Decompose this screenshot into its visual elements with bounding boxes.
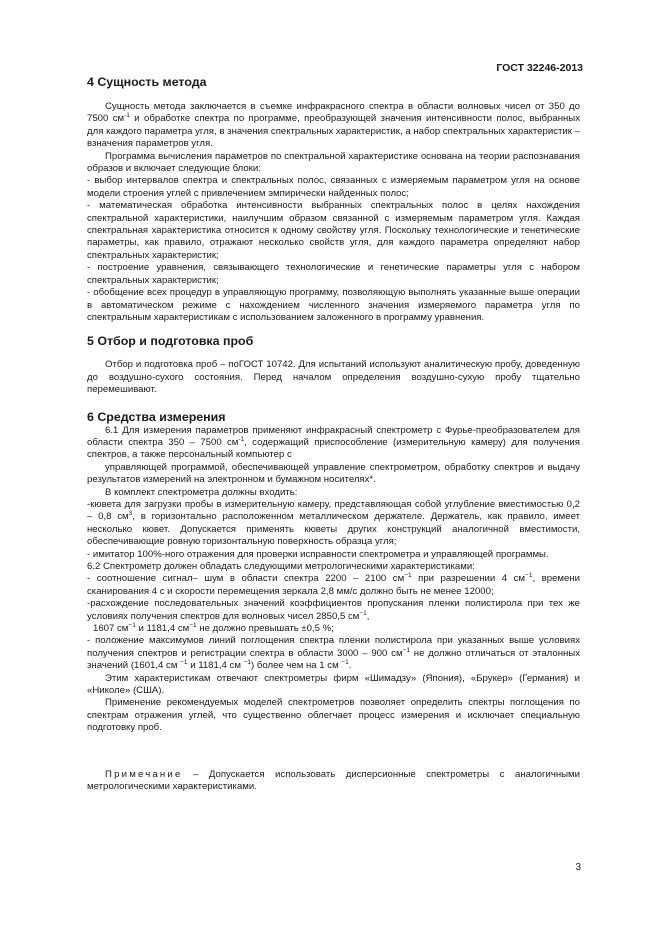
note-text: – Допускается использовать дисперсионные спектрометры с аналогичными метрологическими характеристиками. (87, 768, 580, 793)
s6-paragraph-6-2: 6.2 Спектрометр должен обладать следующими метрологическими характеристиками: (87, 561, 475, 572)
s6-m4-text-e: . (348, 660, 352, 672)
s6-p61-text-a: 6.1 Для измерения параметров применяют инфракрасный спектрометр с Фурье-преобразователем для области спектра 350 – 7500 см (87, 424, 580, 448)
s4-bullet-2: - математическая обработка интенсивности выбранных спектральных полос в целях нахождения спектральной характеристики, наилучшим образом связанной с измеряемым параметром угля. Каждая спектральная характеристика относится к одному свойству угля. Поскольку технологические и генетические параметры, как правило, отражают несколько свойств угля, для каждого параметра определяют набор спектральных характеристик; (87, 200, 580, 261)
s6-b1-text-a: -кювета для загрузки пробы в измерительную камеру, представляющая собой углубление вместимостью 0,2 – 0,8 см (87, 498, 580, 523)
s6-m1-sup-1: −1 (404, 572, 412, 580)
s6-p61-text-b: , содержащий приспособление (измерительную камеру) для получения спектров, а также персональный компьютер с (87, 436, 580, 461)
s4-p1-sup: -1 (124, 112, 130, 120)
s4-bullet-1: - выбор интервалов спектра и спектральных полос, связанных с измеряемым параметром угля на основе модели строения углей с привлечением эмпирически найденных полос; (87, 175, 580, 199)
s6-m4-text-c: и 1181,4 см (187, 660, 244, 672)
s5-paragraph-1: Отбор и подготовка проб – поГОСТ 10742. Для испытаний используют аналитическую пробу, доведенную до воздушно-сухого состояния. Перед началом определения воздушно-сухую пробу тщательно перемешивают. (87, 359, 580, 396)
s6-m2-sup: −1 (359, 609, 367, 617)
s6-m2-text-a: -расхождение последовательных значений коэффициентов пропускания пленки полистирола при тех же условиях получения спектров для волновых чисел 2850,5 см (87, 598, 580, 622)
s6-m1-text-b: при разрешении 4 см (411, 573, 526, 585)
s6-m4-text-a: - положение максимумов линий поглощения спектра пленки полистирола при указанных выше условиях получения спектров и регистрации спектра в области 3000 – 900 см (87, 635, 580, 659)
s6-paragraph-6-1 (87, 425, 580, 462)
s6-metric-2 (87, 598, 580, 623)
s6-kit-intro: В комплект спектрометра должны входить: (105, 486, 298, 498)
s6-m1-text-a: - соотношение сигнал– шум в области спектра 2200 – 2100 см (87, 573, 405, 585)
s4-p1-text-a: Сущность метода заключается в съемке инфракрасного спектра в области волновых чисел от 350 до 7500 см (87, 101, 580, 125)
s6-paragraph-6-1-cont: управляющей программой, обеспечивающей управление спектрометром, обработку спектров и выдачу результатов измерений на электронном и бумажном носителях*. (87, 461, 580, 486)
standard-header: ГОСТ 32246-2013 (496, 62, 583, 74)
section-4-title: 4 Сущность метода (87, 75, 207, 89)
s6-m1-text-c: , времени сканирования 4 с и скорости перемещения зеркала 2,8 мм/с должно быть не менее 12000; (87, 573, 581, 597)
s4-p1-text-b: и обработке спектра по программе, преобразующей значения интенсивности полос, выбранных для каждого параметра угля, в значения спектральных характеристик, а набор спектральных характеристик – взначения параметров угля. (87, 113, 580, 150)
s6-metric-2-cont (87, 623, 580, 635)
note-paragraph (87, 769, 580, 794)
s6-metric-3 (87, 635, 580, 672)
s6-metric-1 (87, 573, 580, 598)
page-number: 3 (575, 862, 581, 873)
s6-m3-text-a: 1607 см (93, 623, 129, 635)
s6-m4-text-d: ) более чем на 1 см (251, 660, 342, 672)
page-content (87, 74, 580, 794)
s6-m3-text-c: не должно превышать ±0,5 %; (196, 623, 334, 635)
s6-b1-text-b: , в горизонтально расположенном металлическом держателе. Держатель, как правило, имеет несколько кювет. Допускается применять кюветы других конструкций аналогичной вместимости, обеспечивающие ровную горизонтальную поверхность образца угля; (87, 511, 580, 548)
s6-recommended-models: Применение рекомендуемых моделей спектрометров позволяет определить спектры поглощения по спектрам отражения углей, что существенно облегчает процесс измерения и исключает специальную подготовку проб. (87, 697, 580, 734)
note-label: Примечание (105, 768, 183, 780)
s4-bullet-4: - обобщение всех процедур в управляющую программу, позволяющую выполнять указанные выше операции в автоматическом режиме с нахождением численного значения измеряемого параметра угля по спектральным характеристикам с использованием заложенного в программу уравнения. (87, 287, 580, 323)
s4-paragraph-1 (87, 101, 580, 151)
s6-m3-sup-2: −1 (189, 621, 197, 629)
s6-m1-sup-2: −1 (525, 572, 533, 580)
s6-kit-bullet-2: - имитатор 100%-ного отражения для проверки исправности спектрометра и управляющей программы. (87, 548, 549, 560)
section-6-title: 6 Средства измерения (87, 409, 226, 424)
s6-m4-sup-1: −1 (402, 646, 410, 654)
s6-m3-sup-1: −1 (128, 621, 136, 629)
s6-m4-sup-3: −1 (243, 659, 251, 667)
s6-m4-sup-4: −1 (341, 659, 349, 667)
s4-paragraph-2: Программа вычисления параметров по спектральной характеристике основана на теории распознавания образов и включает следующие блоки: (87, 150, 580, 175)
s6-m4-sup-2: −1 (180, 659, 188, 667)
s6-manufacturers: Этим характеристикам отвечают спектрометры фирм «Шимадзу» (Япония), «Брукер» (Германия) и «Николе» (США). (87, 672, 580, 697)
s6-p61-sup: -1 (238, 435, 245, 443)
s6-m4-text-b: не должно отличаться от эталонных значений (1601,4 см (87, 647, 580, 672)
s6-m2-text-b: , (366, 610, 370, 622)
s6-kit-bullet-1 (87, 499, 580, 549)
s6-b1-sup: 3 (128, 510, 133, 518)
s6-m3-text-b: и 1181,4 см (135, 623, 190, 635)
section-5-title: 5 Отбор и подготовка проб (87, 334, 254, 349)
s4-bullet-3: - построение уравнения, связывающего технологические и генетические параметры угля с набором спектральных характеристик; (87, 262, 580, 286)
